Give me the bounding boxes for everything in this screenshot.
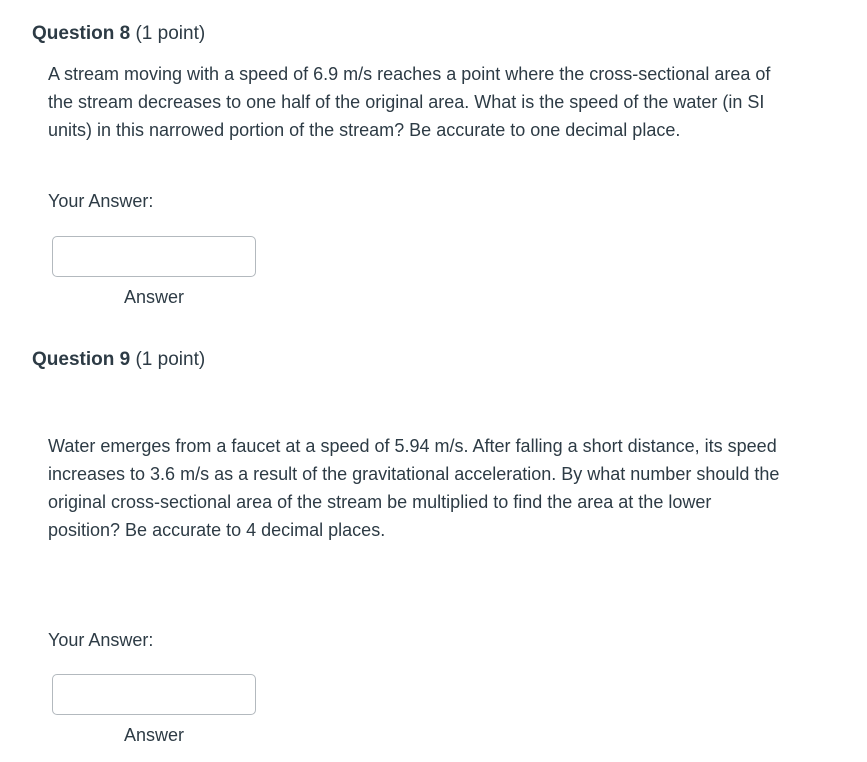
question-9-your-answer-label: Your Answer: [48,630,154,650]
question-8-header [32,22,205,46]
question-8-your-answer-label: Your Answer: [48,191,154,211]
question-8-answer-input[interactable] [52,236,256,277]
question-9-answer-caption: Answer [123,725,185,745]
question-8-prompt: A stream moving with a speed of 6.9 m/s reaches a point where the cross-sectional area of the stream decreases to one half of the original area. What is the speed of the water (in SI units) in this narrowed portion of the stream? Be accurate to one decimal place. [48,64,771,140]
question-9-number: Question 9 [32,349,131,370]
question-9-points: (1 point) [135,349,206,370]
question-8-answer-caption: Answer [123,287,185,307]
question-9-header [32,348,205,372]
question-9-prompt: Water emerges from a faucet at a speed of 5.94 m/s. After falling a short distance, its speed increases to 3.6 m/s as a result of the gravitational acceleration. By what number should the original cross-sectional area of the stream be multiplied to find the area at the lower position? Be accurate to 4 decimal places. [48,436,780,540]
question-8-number: Question 8 [32,23,131,44]
question-9-answer-input[interactable] [52,674,256,715]
question-8-points: (1 point) [135,23,206,44]
